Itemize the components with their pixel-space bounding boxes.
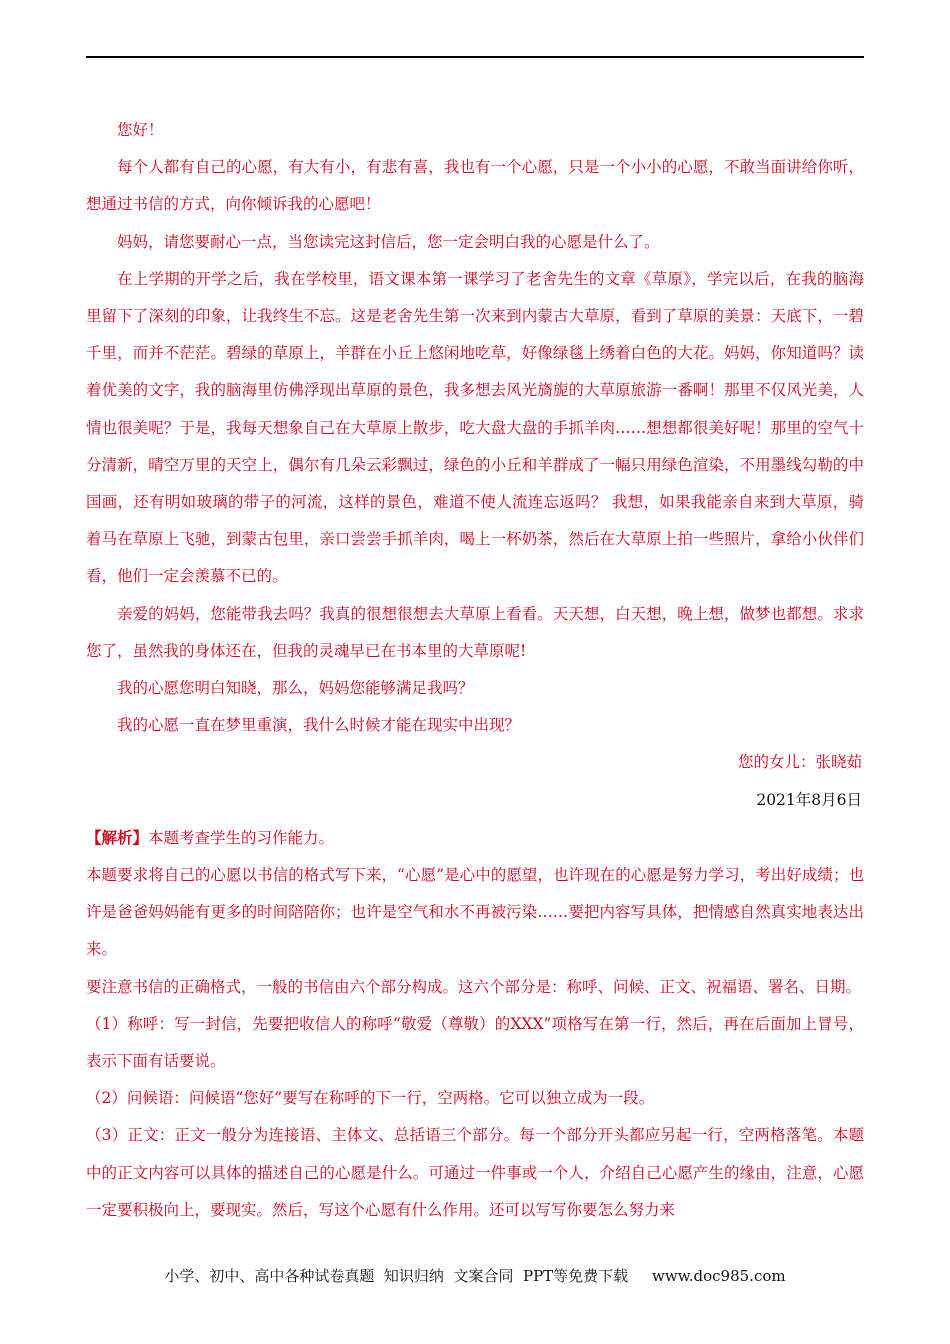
analysis-paragraph: （3）正文：正文一般分为连接语、主体文、总括语三个部分。每一个部分开头都应另起一行，空两格落笔。本题中的正文内容可以具体的描述自己的心愿是什么。可通过一件事或一个人，介绍自己心愿产生的缘由，注意，心愿一定要积极向上，要现实。然后，写这个心愿有什么作用。还可以写写你要怎么努力来 [86, 1126, 864, 1219]
letter-paragraph: 我的心愿一直在梦里重演，我什么时候才能在现实中出现？ [117, 716, 521, 735]
analysis-intro: 本题考查学生的习作能力。 [148, 828, 335, 847]
letter-signature: 您的女儿：张晓茹 [737, 753, 862, 772]
page-content [86, 112, 864, 1229]
analysis-heading [86, 819, 864, 857]
analysis-paragraph: 要注意书信的正确格式，一般的书信由六个部分构成。这六个部分是：称呼、问候、正文、祝福语、署名、日期。 [86, 977, 862, 996]
letter-date: 2021年8月6日 [756, 790, 862, 809]
analysis-paragraph: （1）称呼：写一封信，先要把收信人的称呼“敬爱（尊敬）的XXX”项格写在第一行，然后，再在后面加上冒号，表示下面有话要说。 [86, 1014, 864, 1071]
header-rule [86, 56, 864, 58]
letter-paragraph: 我的心愿您明白知晓，那么，妈妈您能够满足我吗？ [117, 679, 474, 698]
analysis-paragraph: （2）问候语：问候语“您好”要写在称呼的下一行，空两格。它可以独立成为一段。 [86, 1089, 655, 1108]
letter-paragraph: 每个人都有自己的心愿，有大有小，有悲有喜，我也有一个心愿，只是一个小小的心愿，不敢当面讲给你听，想通过书信的方式，向你倾诉我的心愿吧！ [86, 158, 864, 214]
letter-paragraph: 在上学期的开学之后，我在学校里，语文课本第一课学习了老舍先生的文章《草原》，学完以后，在我的脑海里留下了深刻的印象，让我终生不忘。这是老舍先生第一次来到内蒙古大草原，看到了草原的美景：天底下，一碧千里，而并不茫茫。碧绿的草原上，羊群在小丘上悠闲地吃草，好像绿毯上绣着白色的大花。妈妈，你知道吗？读着优美的文字，我的脑海里仿佛浮现出草原的景色，我多想去风光旖旎的大草原旅游一番啊！那里不仅风光美，人情也很美呢？于是，我每天想象自己在大草原上散步，吃大盘大盘的手抓羊肉……想想都很美好呢！那里的空气十分清新，晴空万里的天空上，偶尔有几朵云彩飘过，绿色的小丘和羊群成了一幅只用绿色渲染，不用墨线勾勒的中国画，还有明如玻璃的带子的河流，这样的景色，难道不使人流连忘返吗？ 我想，如果我能亲自来到大草原，骑着马在草原上飞驰，到蒙古包里，亲口尝尝手抓羊肉，喝上一杯奶茶，然后在大草原上拍一些照片，拿给小伙伴们看，他们一定会羡慕不已的。 [86, 269, 864, 586]
analysis-paragraph: 本题要求将自己的心愿以书信的格式写下来，“心愿”是心中的愿望，也许现在的心愿是努力学习，考出好成绩；也许是爸爸妈妈能有更多的时间陪陪你；也许是空气和水不再被污染……要把内容写具体，把情感自然真实地表达出来。 [86, 866, 864, 959]
letter-greeting: 您好！ [117, 121, 164, 139]
page-footer: 小学、初中、高中各种试卷真题 知识归纳 文案合同 PPT等免费下载 www.doc985.com [164, 1267, 786, 1285]
letter-paragraph: 亲爱的妈妈，您能带我去吗？我真的很想很想去大草原上看看。天天想，白天想，晚上想，做梦也都想。求求您了，虽然我的身体还在，但我的灵魂早已在书本里的大草原呢! [86, 604, 864, 660]
letter-paragraph: 妈妈，请您要耐心一点，当您读完这封信后，您一定会明白我的心愿是什么了。 [117, 232, 660, 251]
analysis-label: 【解析】 [86, 827, 149, 847]
